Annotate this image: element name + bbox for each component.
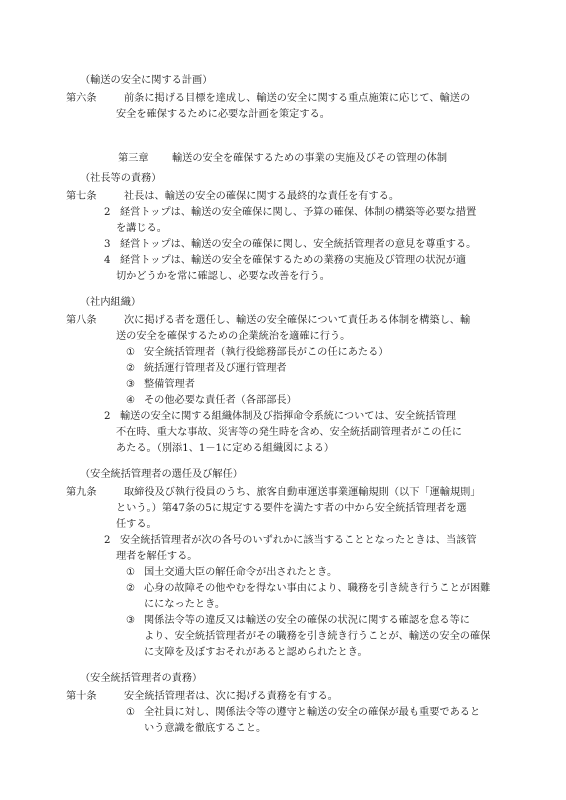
article-9-item-3-line-3: に支障を及ぼすおそれがあると認められたとき。 bbox=[144, 647, 368, 658]
article-8-item-2: 統括運行管理者及び運行管理者 bbox=[144, 363, 287, 374]
article-7-para-2-number: 2 bbox=[104, 207, 111, 218]
article-10-item-1-line-2: いう意識を徹底すること。 bbox=[144, 723, 267, 734]
article-9-caption: （安全統括管理者の選任及び解任） bbox=[80, 469, 243, 480]
article-9-item-3-line-1: 関係法令等の違反又は輸送の安全の確保の状況に関する確認を怠る等に bbox=[144, 615, 470, 626]
article-10-caption: （安全統括管理者の責務） bbox=[80, 673, 203, 684]
article-8-item-4: その他必要な責任者（各部部長） bbox=[144, 395, 297, 406]
article-8-line-2: 送の安全を確保するための企業統治を適確に行う。 bbox=[116, 331, 351, 342]
article-9-line-1: 取締役及び執行役員のうち、旅客自動車運送事業運輸規則（以下「運輸規則」 bbox=[124, 487, 481, 498]
article-6-title: 第六条 bbox=[66, 93, 97, 104]
chapter-3-title: 輸送の安全を確保するための事業の実施及びその管理の体制 bbox=[172, 153, 448, 164]
article-8-caption: （社内組織） bbox=[80, 297, 142, 308]
article-10-title: 第十条 bbox=[66, 691, 97, 702]
article-10-line-1: 安全統括管理者は、次に掲げる責務を有する。 bbox=[124, 691, 338, 702]
article-8-item-4-number: ④ bbox=[126, 395, 136, 406]
article-7-line-1: 社長は、輸送の安全の確保に関する最終的な責任を有する。 bbox=[124, 191, 400, 202]
article-6-line-1: 前条に掲げる目標を達成し、輸送の安全に関する重点施策に応じて、輸送の bbox=[124, 93, 471, 104]
article-7-para-2-line-1: 経営トップは、輸送の安全確保に関し、予算の確保、体制の構築等必要な措置 bbox=[120, 207, 477, 218]
article-8-item-1-number: ① bbox=[126, 347, 136, 358]
article-8-para-2-line-2: 不在時、重大な事故、災害等の発生時を含め、安全統括副管理者がこの任に bbox=[116, 427, 462, 438]
article-7-title: 第七条 bbox=[66, 191, 97, 202]
article-9-para-2-line-1: 安全統括管理者が次の各号のいずれかに該当することとなったときは、当該管 bbox=[120, 535, 477, 546]
article-8-para-2-line-3: あたる。（別添1、1－1に定める組織図による） bbox=[116, 443, 335, 454]
article-9-item-2-line-2: にになったとき。 bbox=[144, 599, 226, 610]
article-7-para-2-line-2: を講じる。 bbox=[116, 223, 167, 234]
article-6-caption: （輸送の安全に関する計画） bbox=[80, 75, 213, 86]
article-9-para-2-line-2: 理者を解任する。 bbox=[116, 551, 198, 562]
article-9-title: 第九条 bbox=[66, 487, 97, 498]
article-8-title: 第八条 bbox=[66, 315, 97, 326]
article-9-item-3-line-2: より、安全統括管理者がその職務を引き続き行うことが、輸送の安全の確保 bbox=[144, 631, 491, 642]
article-7-para-3-line-1: 経営トップは、輸送の安全の確保に関し、安全統括管理者の意見を尊重する。 bbox=[120, 239, 477, 250]
article-9-line-3: 任する。 bbox=[116, 519, 157, 530]
article-8-para-2-line-1: 輸送の安全に関する組織体制及び指揮命令系統については、安全統括管理 bbox=[120, 411, 456, 422]
article-10-item-1-line-1: 全社員に対し、関係法令等の遵守と輸送の安全の確保が最も重要であると bbox=[144, 707, 481, 718]
article-8-item-2-number: ② bbox=[126, 363, 136, 374]
article-9-item-3-number: ③ bbox=[126, 615, 136, 626]
article-7-para-3-number: 3 bbox=[104, 239, 111, 250]
article-8-line-1: 次に掲げる者を選任し、輸送の安全確保について責任ある体制を構築し、輸 bbox=[124, 315, 471, 326]
article-8-item-3: 整備管理者 bbox=[144, 379, 195, 390]
article-9-item-1-number: ① bbox=[126, 567, 136, 578]
article-9-line-2: という。）第47条の5に規定する要件を満たす者の中から安全統括管理者を選 bbox=[116, 503, 467, 514]
article-10-item-1-number: ① bbox=[126, 707, 136, 718]
article-9-item-2-number: ② bbox=[126, 583, 136, 594]
article-7-para-4-line-1: 経営トップは、輸送の安全を確保するための業務の実施及び管理の状況が適 bbox=[120, 255, 467, 266]
article-7-para-4-line-2: 切かどうかを常に確認し、必要な改善を行う。 bbox=[116, 271, 330, 282]
article-9-item-1: 国土交通大臣の解任命令が出されたとき。 bbox=[144, 567, 338, 578]
chapter-3-number: 第三章 bbox=[118, 153, 149, 164]
article-9-para-2-number: 2 bbox=[104, 535, 111, 546]
article-8-para-2-number: 2 bbox=[104, 411, 111, 422]
article-9-item-2-line-1: 心身の故障その他やむを得ない事由により、職務を引き続き行うことが困難 bbox=[144, 583, 491, 594]
article-6-line-2: 安全を確保するために必要な計画を策定する。 bbox=[116, 109, 330, 120]
article-8-item-1: 安全統括管理者（執行役総務部長がこの任にあたる） bbox=[144, 347, 389, 358]
article-7-caption: （社長等の責務） bbox=[80, 173, 162, 184]
article-7-para-4-number: 4 bbox=[104, 255, 111, 266]
article-8-item-3-number: ③ bbox=[126, 379, 136, 390]
